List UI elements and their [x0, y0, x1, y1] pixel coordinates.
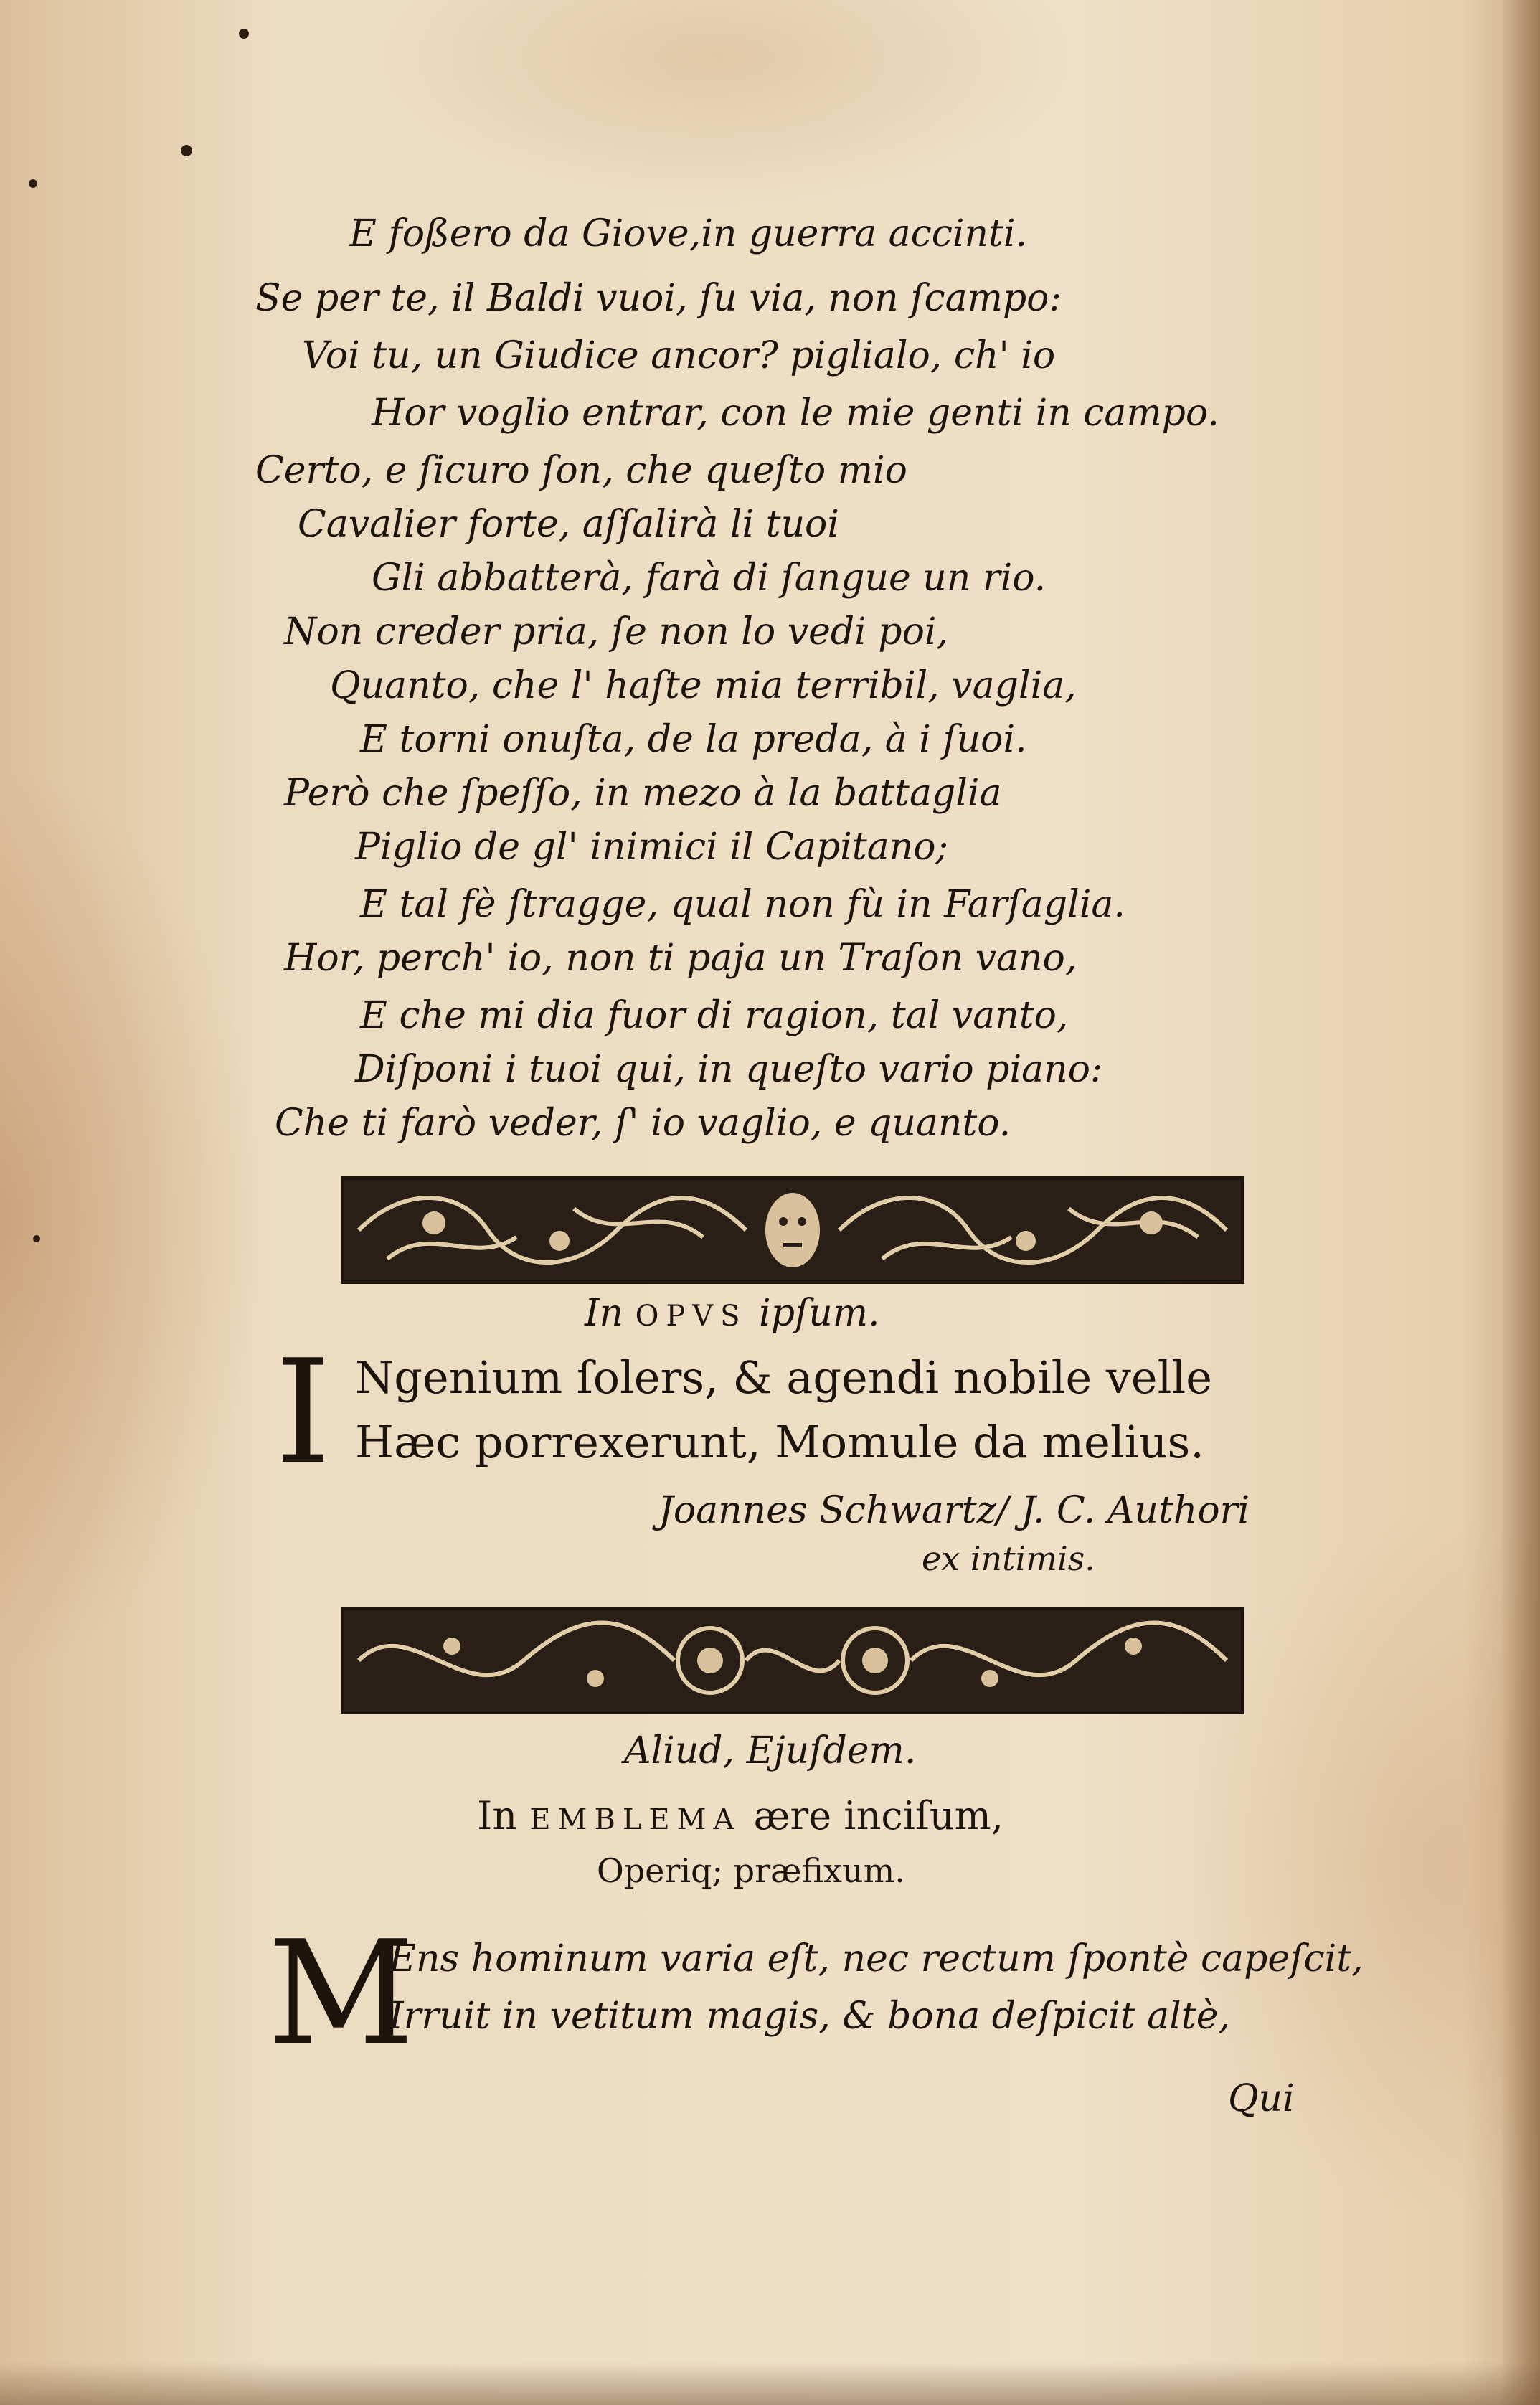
subheading-caps: EMBLEMA: [529, 1803, 742, 1836]
poem-line-10: E torni onuſta, de la preda, à i ſuoi.: [360, 718, 1027, 761]
subheading-suffix: ære inciſum,: [753, 1793, 1003, 1838]
section-heading-in-opus: [585, 1292, 880, 1335]
poem-line-2: Se per te, il Baldi vuoi, ſu via, non ſcampo:: [255, 277, 1062, 320]
poem-line-15: E che mi dia fuor di ragion, tal vanto,: [360, 994, 1069, 1037]
poem-line-6: Cavalier forte, aſſalirà li tuoi: [298, 503, 839, 546]
subheading-prefix: In: [477, 1793, 518, 1838]
latin-distich-line-1: Ngenium ſolers, & agendi nobile velle: [355, 1351, 1212, 1404]
ink-speck: [239, 29, 249, 39]
poem-line-7: Gli abbatterà, farà di ſangue un rio.: [372, 557, 1047, 600]
poem-line-8: Non creder pria, ſe non lo vedi poi,: [284, 610, 949, 653]
poem-line-1: E foßero da Giove,in guerra accinti.: [349, 212, 1028, 255]
section-heading-aliud: Aliud, Ejuſdem.: [624, 1729, 917, 1772]
heading-suffix: ipſum.: [759, 1292, 880, 1335]
poem-line-4: Hor voglio entrar, con le mie genti in campo.: [372, 392, 1219, 435]
signature-subline: ex intimis.: [922, 1539, 1095, 1578]
page-edge-shadow: [1501, 0, 1540, 2405]
ink-speck: [33, 1235, 40, 1242]
author-signature: Joannes Schwartz/ J. C. Authori: [658, 1489, 1250, 1532]
heading-caps: OPVS: [635, 1300, 747, 1333]
poem-line-14: Hor, perch' io, non ti paja un Traſon vano,: [284, 937, 1077, 980]
ink-speck: [29, 179, 37, 188]
poem-line-17: Che ti farò veder, ſ' io vaglio, e quanto.: [275, 1102, 1011, 1145]
poem-line-13: E tal fè ſtragge, qual non fù in Farſaglia.: [360, 883, 1125, 926]
page-bottom-shadow: [0, 2362, 1540, 2405]
drop-cap-initial: M: [268, 1910, 415, 2077]
poem-line-5: Certo, e ſicuro ſon, che queſto mio: [255, 449, 907, 492]
emblem-subheading: [477, 1793, 1003, 1838]
poem-line-12: Piglio de gl' inimici il Capitano;: [355, 826, 949, 869]
emblem-subheading-2: Operiq; præfixum.: [597, 1851, 905, 1890]
woodcut-ornament-band: [341, 1607, 1244, 1714]
latin-verse-line-2: Irruit in vetitum magis, & bona deſpicit altè,: [389, 1995, 1230, 2038]
catchword: Qui: [1228, 2077, 1295, 2120]
latin-distich-line-2: Hæc porrexerunt, Momule da melius.: [355, 1416, 1204, 1468]
heading-prefix: In: [585, 1292, 624, 1335]
latin-verse-line-1: Ens hominum varia eſt, nec rectum ſpontè capeſcit,: [389, 1937, 1364, 1980]
ink-speck: [181, 145, 192, 156]
poem-line-11: Però che ſpeſſo, in mezo à la battaglia: [284, 772, 1002, 815]
poem-line-3: Voi tu, un Giudice ancor? piglialo, ch' io: [302, 334, 1056, 377]
woodcut-ornament-band: [341, 1176, 1244, 1284]
drop-cap-initial: I: [275, 1329, 332, 1496]
poem-line-16: Diſponi i tuoi qui, in queſto vario piano:: [355, 1048, 1103, 1091]
poem-line-9: Quanto, che l' haſte mia terribil, vaglia,: [330, 664, 1077, 707]
